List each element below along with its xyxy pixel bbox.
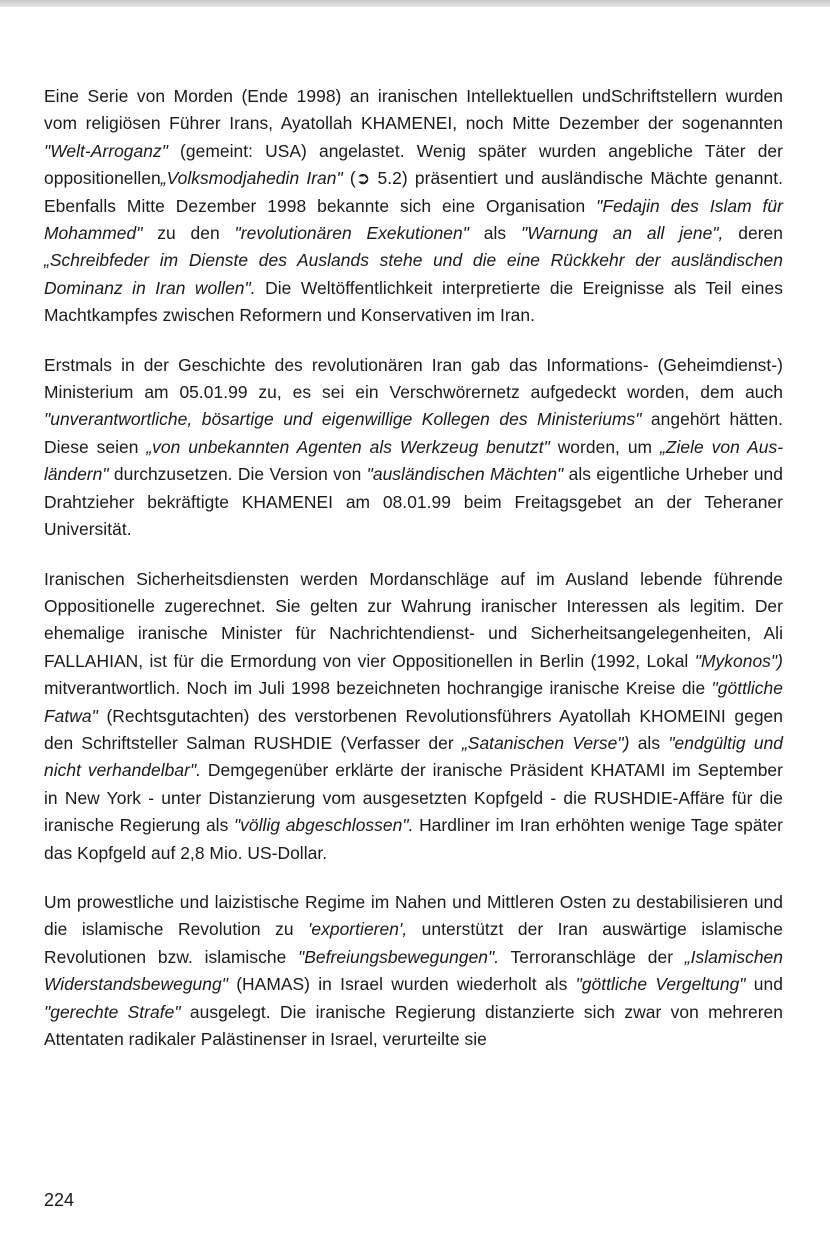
italic-quote: "unverantwortliche, bösartige und eigenwillige Kollegen des Ministeriums" <box>44 409 642 430</box>
text-run: mitverantwortlich. Noch im Juli 1998 bezeichneten hochrangige iranische Kreise die <box>44 678 712 699</box>
italic-quote: "Fedajin des Islam für Mohammed" <box>44 195 783 244</box>
text-run: als <box>468 223 521 244</box>
text-run: Iranischen Sicherheitsdiensten werden Mordanschläge auf im Ausland lebende führende Oppositionelle zugerechnet. Sie gelten zur Wahrung iranischer Interessen als legitim. Der ehemalige iranische Minister für Nachrichtendienst- und Sicherheitsangelegenheiten, Ali FALLAHIAN, ist für die Ermordung von vier Oppositionellen in Berlin (1992, Lokal <box>44 568 783 671</box>
italic-quote: "Welt-Arroganz" <box>44 140 168 161</box>
paragraph-1 <box>44 83 783 330</box>
paragraph-3 <box>44 566 783 867</box>
text-run: durchzusetzen. Die Version von <box>108 464 367 485</box>
text-run: und <box>745 974 783 995</box>
text-run: Um prowestliche und laizistische Regime im Nahen und Mittleren Osten zu destabilisieren und die islamische Revolution zu <box>44 891 783 940</box>
text-run: Demgegenüber erklärte der iranische Präsident KHATAMI im September in New York - unter Distanzierung vom ausgesetzten Kopfgeld - die RUSHDIE-Affäre für die iranische Regierung als <box>44 760 783 836</box>
paragraph-4 <box>44 889 783 1053</box>
text-run: Die Weltöffentlichkeit interpretierte die Ereignisse als Teil eines Machtkampfes zwischen Reformern und Konservativen im Iran. <box>44 277 783 326</box>
text-run: Hardliner im Iran erhöhten wenige Tage später das Kopfgeld auf 2,8 Mio. US-Dollar. <box>44 815 783 863</box>
text-run: als <box>629 732 669 753</box>
text-run: unterstützt der Iran auswärtige islamische Revolutionen bzw. islamische <box>44 919 784 967</box>
paragraph-2 <box>44 352 783 544</box>
text-run: (HAMAS) in Israel wurden wiederholt als <box>227 974 576 995</box>
italic-quote: "ausländischen Mächten" <box>366 464 564 485</box>
page-number: 224 <box>44 1190 75 1210</box>
italic-quote: „Volksmodjahedin Iran" <box>160 168 343 189</box>
top-edge-rule <box>0 0 830 7</box>
text-run: angehört hätten. Diese seien <box>44 409 783 457</box>
italic-quote: "Befreiungsbewegungen". <box>298 946 500 967</box>
text-run: als eigentliche Urheber und Drahtzieher bekräftigte KHAMENEI am 08.01.99 beim Freitagsgebet an der Teheraner Universität. <box>44 464 783 540</box>
text-run: Terroranschläge der <box>499 946 685 967</box>
italic-quote: "gerechte Strafe" <box>44 1001 181 1022</box>
italic-quote: "göttliche Vergeltung" <box>575 974 746 995</box>
italic-quote: „von unbekannten Agenten als Werkzeug benutzt" <box>146 436 550 457</box>
italic-quote: "Warnung an all jene", <box>520 223 724 244</box>
italic-quote: „Satanischen Verse") <box>461 732 630 753</box>
text-run: deren <box>723 223 783 244</box>
italic-quote: "revolutionären Exekutionen" <box>234 223 469 244</box>
italic-quote: 'exportieren', <box>308 919 408 940</box>
italic-quote: „Ziele von Ausländern" <box>44 436 783 485</box>
italic-quote: "Mykonos") <box>694 650 783 671</box>
text-run: zu den <box>142 223 235 244</box>
page-content <box>44 83 783 1053</box>
text-run: worden, um <box>549 436 660 457</box>
text-run: Erstmals in der Geschichte des revolutionären Iran gab das Informations- (Geheimdienst-) Ministerium am 05.01.99 zu, es sei ein Verschwörernetz aufgedeckt worden, dem auch <box>44 354 783 403</box>
italic-quote: "völlig abgeschlossen". <box>233 815 414 836</box>
italic-quote: „Schreibfeder im Dienste des Auslands stehe und die eine Rückkehr der ausländischen Dominanz in Iran wollen". <box>44 250 783 298</box>
italic-quote: "göttliche Fatwa" <box>44 678 783 726</box>
text-run: ausgelegt. Die iranische Regierung distanzierte sich zwar von mehreren Attentaten radikaler Palästinenser in Israel, verurteilte sie <box>44 1001 783 1049</box>
text-run: (➲ 5.2) präsentiert und ausländische Mächte genannt. Ebenfalls Mitte Dezember 1998 bekannte sich eine Organisation <box>44 168 783 216</box>
text-run: (Rechtsgutachten) des verstorbenen Revolutionsführers Ayatollah KHOMEINI gegen den Schriftsteller Salman RUSHDIE (Verfasser der <box>44 705 783 753</box>
italic-quote: "endgültig und nicht verhandelbar". <box>44 732 784 781</box>
text-run: (gemeint: USA) angelastet. Wenig später wurden angebliche Täter der oppositionellen <box>44 140 783 189</box>
italic-quote: „Islamischen Widerstandsbewegung" <box>44 946 783 995</box>
text-run: Eine Serie von Morden (Ende 1998) an iranischen Intellektuellen undSchriftstellern wurden vom religiösen Führer Irans, Ayatollah KHAMENEI, noch Mitte Dezember der sogenannten <box>44 86 783 134</box>
